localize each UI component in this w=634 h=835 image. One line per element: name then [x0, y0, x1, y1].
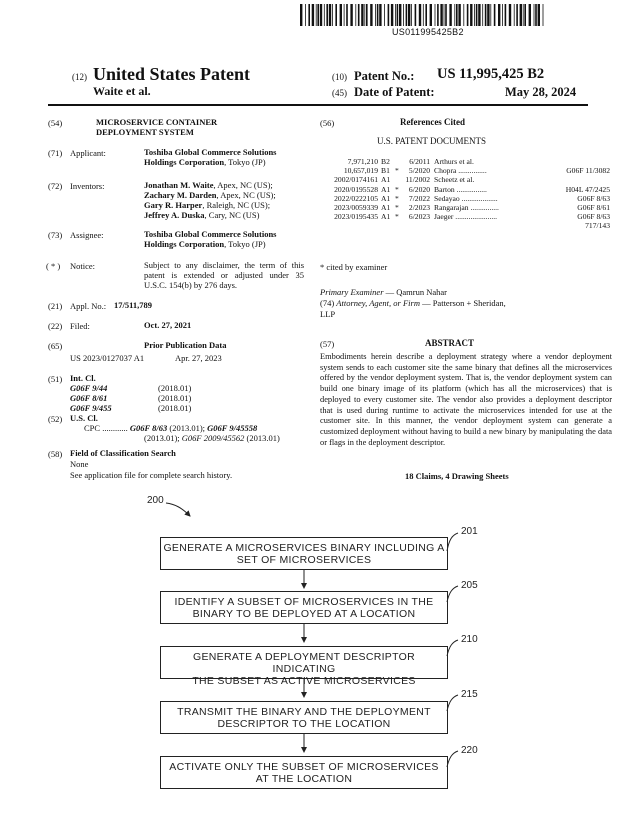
ref-date: 5/2020	[408, 166, 430, 176]
flow-step-text: DESCRIPTOR TO THE LOCATION	[217, 718, 391, 730]
refs-title: References Cited	[400, 117, 466, 127]
step-leader-201	[447, 533, 458, 551]
cpc-line1: CPC ............ G06F 8/63 (2013.01); G06F 9/45558	[84, 423, 258, 433]
ref-num: 7,971,210	[347, 157, 378, 166]
ref-star: *	[395, 193, 399, 203]
ref-kind: B1	[381, 166, 390, 176]
assignee-label: Assignee:	[70, 230, 104, 240]
step-leader-210	[447, 640, 458, 656]
int-cl-class: G06F 9/455	[70, 403, 112, 413]
code-notice: ( * )	[46, 261, 61, 271]
cited-by-examiner: * cited by examiner	[320, 262, 388, 272]
ref-star: *	[395, 212, 399, 222]
int-cl-year: (2018.01)	[158, 393, 192, 403]
ref-who: Arthurs et al.	[434, 157, 474, 166]
flow-step-text: BINARY TO BE DEPLOYED AT A LOCATION	[192, 608, 416, 620]
step-number-201: 201	[461, 526, 478, 537]
flow-step-text: GENERATE A MICROSERVICES BINARY INCLUDING A	[163, 542, 445, 554]
ref-kind: A1	[381, 184, 391, 194]
flow-step-210	[160, 646, 448, 687]
code-56: (56)	[320, 118, 335, 128]
claims-summary: 18 Claims, 4 Drawing Sheets	[405, 471, 509, 481]
notice-line3: U.S.C. 154(b) by 276 days.	[144, 280, 238, 290]
flow-step-text: THE SUBSET AS ACTIVE MICROSERVICES	[192, 675, 416, 687]
ref-cls: H04L 47/2425	[565, 184, 610, 194]
prior-pub-title: Prior Publication Data	[144, 340, 227, 350]
ref-who: Chopra ...............	[434, 166, 487, 176]
inventor-1: Jonathan M. Waite, Apex, NC (US);	[144, 180, 273, 190]
code-71: (71)	[48, 148, 63, 158]
code-22: (22)	[48, 321, 63, 331]
abstract-text: Embodiments herein describe a deployment strategy where a vendor deployment system sends to each customer site the same binary that defines all the microservices offered by the vendor deployment system. That is, the vendor deployment system can build one binary image of its platform (which has all the microservices) that is deployed to every customer site. The vendor also provides a deployment descriptor that is used during runtime to activate the microservices intended for use at the customer site. In this manner, the vendor deployment system can generate a customized deployment without having to build a new binary by manipulating the data or flags in the deployment descriptor.	[320, 352, 612, 447]
code-65: (65)	[48, 341, 63, 351]
cpc-line2: (2013.01); G06F 2009/45562 (2013.01)	[144, 433, 280, 443]
ref-cls: G06F 8/63	[577, 212, 610, 222]
inventor-4: Jeffrey A. Duska, Cary, NC (US)	[144, 210, 260, 220]
ref-date: 7/2022	[408, 193, 430, 203]
step-leader-215	[447, 695, 458, 711]
ref-star: *	[395, 184, 399, 194]
code-45: (45)	[332, 88, 347, 98]
ref-num: 10,657,019	[343, 166, 378, 176]
applicant-label: Applicant:	[70, 148, 106, 158]
ref-date: 6/2011	[409, 157, 430, 166]
ref-date: 2/2023	[408, 203, 430, 212]
ref-who: Jaeger ......................	[434, 212, 498, 222]
int-cl-title: Int. Cl.	[70, 373, 96, 383]
field-search-title: Field of Classification Search	[70, 448, 176, 458]
ref-who: Rangarajan ...............	[434, 203, 499, 212]
flow-step-text: ACTIVATE ONLY THE SUBSET OF MICROSERVICES	[169, 761, 439, 773]
ref-who: Barton ................	[434, 184, 487, 194]
notice-label: Notice:	[70, 261, 96, 271]
code-72: (72)	[48, 181, 63, 191]
int-cl-year: (2018.01)	[158, 403, 192, 413]
ref-num: 2023/0059339	[334, 203, 378, 212]
patent-title: United States Patent	[93, 64, 250, 84]
code-12: (12)	[72, 72, 87, 82]
figure-ref-number: 200	[147, 495, 164, 506]
flow-step-215	[160, 701, 448, 734]
assignee-line1: Toshiba Global Commerce Solutions	[144, 229, 277, 239]
ref-kind: B2	[381, 157, 390, 166]
int-cl-year: (2018.01)	[158, 383, 192, 393]
us-cl-title: U.S. Cl.	[70, 413, 98, 423]
ref-num: 2023/0195435	[334, 212, 378, 222]
step-leader-205	[447, 586, 458, 602]
ref-who: Scheetz et al.	[434, 175, 475, 185]
prior-pub-number: US 2023/0127037 A1	[70, 353, 145, 363]
ref-star: *	[395, 203, 399, 212]
notice-line1: Subject to any disclaimer, the term of this	[144, 260, 304, 270]
step-number-215: 215	[461, 689, 478, 700]
ref-kind: A1	[381, 212, 391, 222]
code-54: (54)	[48, 118, 63, 128]
ref-num: 2002/0174161	[334, 175, 378, 185]
inventor-3: Gary R. Harper, Raleigh, NC (US);	[144, 200, 271, 210]
notice-line2: patent is extended or adjusted under 35	[144, 270, 304, 280]
ref-kind: A1	[381, 175, 391, 185]
ref-num: 2020/0195528	[334, 184, 378, 194]
ref-kind: A1	[381, 193, 391, 203]
assignee-line2: Holdings Corporation, Tokyo (JP)	[144, 239, 266, 249]
patent-number: US 11,995,425 B2	[437, 66, 545, 82]
patent-date: May 28, 2024	[505, 85, 577, 99]
int-cl-class: G06F 9/44	[70, 383, 108, 393]
appl-no-label: Appl. No.:	[70, 301, 107, 311]
appl-no-value: 17/511,789	[114, 300, 153, 310]
inventor-2: Zachary M. Darden, Apex, NC (US);	[144, 190, 276, 200]
field-search-none: None	[70, 459, 89, 469]
refs-subtitle: U.S. PATENT DOCUMENTS	[377, 136, 487, 146]
int-cl-class: G06F 8/61	[70, 393, 108, 403]
flow-step-text: SET OF MICROSERVICES	[236, 554, 372, 566]
ref-cls: G06F 11/3082	[566, 166, 610, 176]
code-51: (51)	[48, 374, 63, 384]
code-58: (58)	[48, 449, 63, 459]
figure-ref-pointer	[166, 503, 190, 516]
attorney-line2: LLP	[320, 309, 336, 319]
prior-pub-date: Apr. 27, 2023	[175, 353, 222, 363]
ref-star: *	[395, 166, 399, 176]
field-search-note: See application file for complete search history.	[70, 470, 233, 480]
inventors-label: Inventors:	[70, 181, 105, 191]
flow-step-220	[160, 756, 448, 789]
date-label: Date of Patent:	[354, 85, 435, 99]
flow-step-205	[160, 591, 448, 624]
flow-step-text: GENERATE A DEPLOYMENT DESCRIPTOR INDICATING	[193, 651, 415, 675]
invention-title-line1: MICROSERVICE CONTAINER	[96, 117, 218, 127]
flow-step-text: AT THE LOCATION	[255, 773, 353, 785]
step-number-205: 205	[461, 580, 478, 591]
code-57: (57)	[320, 339, 335, 349]
primary-examiner: Primary Examiner — Qamrun Nahar	[320, 287, 448, 297]
step-number-220: 220	[461, 745, 478, 756]
ref-date: 11/2002	[405, 175, 430, 185]
filed-value: Oct. 27, 2021	[144, 320, 192, 330]
patent-no-label: Patent No.:	[354, 69, 415, 83]
ref-cls: G06F 8/63	[577, 193, 610, 203]
ref-num: 2022/0222105	[334, 193, 378, 203]
patent-authors: Waite et al.	[93, 84, 151, 98]
flow-step-text: IDENTIFY A SUBSET OF MICROSERVICES IN THE	[174, 596, 434, 608]
refs-continuation: 717/143	[585, 221, 610, 230]
invention-title-line2: DEPLOYMENT SYSTEM	[96, 127, 194, 137]
ref-date: 6/2020	[408, 184, 430, 194]
ref-date: 6/2023	[408, 212, 430, 222]
flow-step-text: TRANSMIT THE BINARY AND THE DEPLOYMENT	[177, 706, 431, 718]
attorney-line1: (74) Attorney, Agent, or Firm — Patterson + Sheridan,	[320, 298, 506, 308]
code-21: (21)	[48, 301, 63, 311]
ref-kind: A1	[381, 203, 391, 212]
step-leader-220	[447, 751, 458, 767]
ref-cls: G06F 8/61	[577, 203, 610, 212]
step-number-210: 210	[461, 634, 478, 645]
applicant-line2: Holdings Corporation, Tokyo (JP)	[144, 157, 266, 167]
code-52: (52)	[48, 414, 63, 424]
barcode-number: US011995425B2	[392, 27, 464, 37]
code-10: (10)	[332, 72, 347, 82]
ref-who: Sedayao ...................	[434, 193, 498, 203]
filed-label: Filed:	[70, 321, 90, 331]
code-73: (73)	[48, 230, 63, 240]
abstract-title: ABSTRACT	[425, 338, 475, 348]
applicant-line1: Toshiba Global Commerce Solutions	[144, 147, 277, 157]
flow-step-201	[160, 537, 448, 570]
